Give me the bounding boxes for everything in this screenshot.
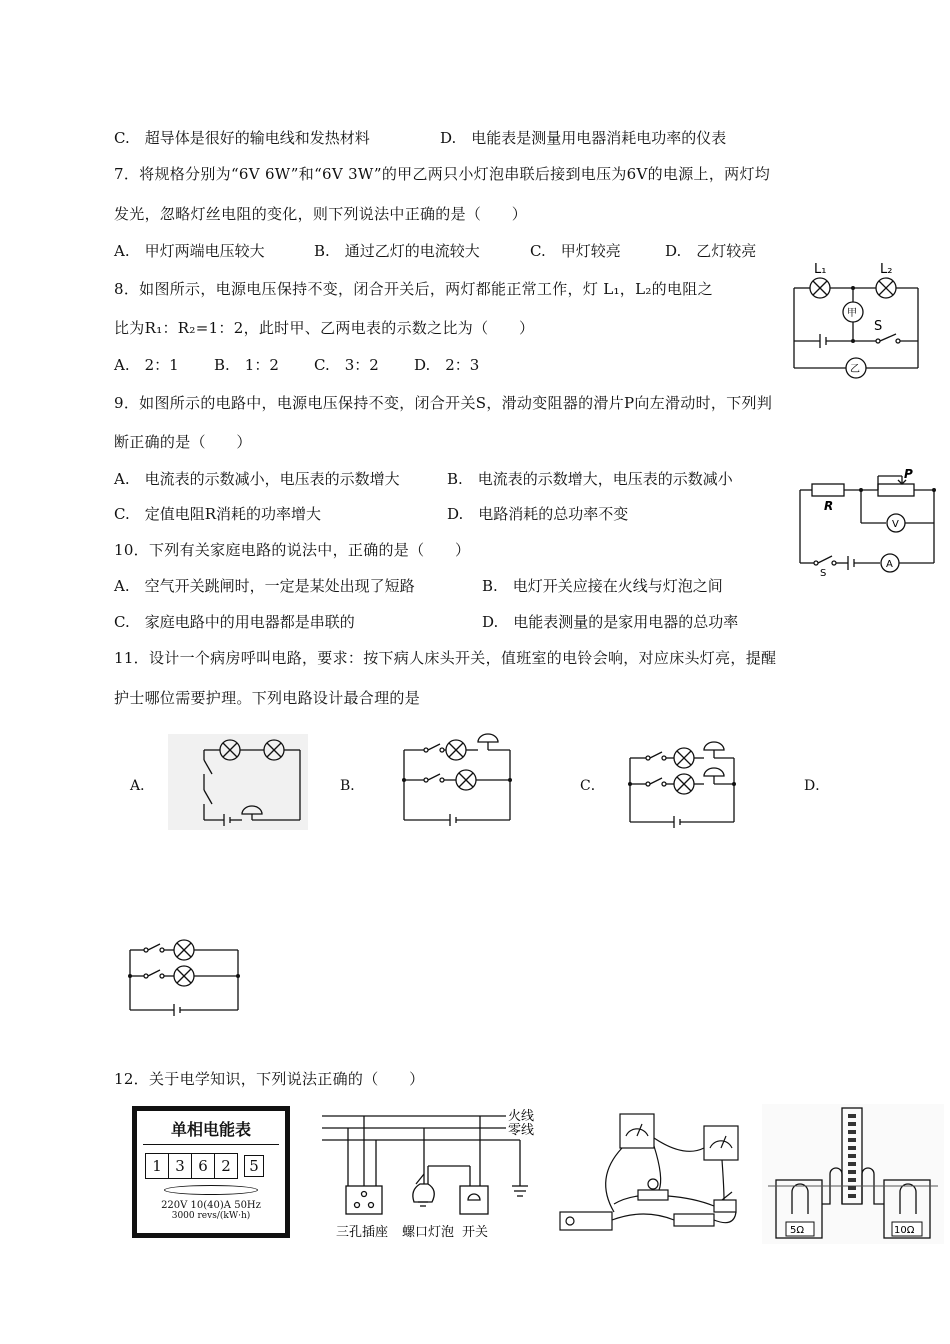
wiring-label-neutral: 零线 — [508, 1123, 535, 1138]
q9-stem-line2: 断正确的是（ ） — [114, 433, 252, 451]
q11-label-b: B． — [340, 778, 365, 794]
q10-option-d: D. 电能表测量的是家用电器的总功率 — [482, 613, 739, 631]
q8-label-l2: L₂ — [880, 262, 893, 277]
meter-digit: 3 — [169, 1153, 192, 1179]
q9-option-b: B. 电流表的示数增大，电压表的示数减小 — [447, 470, 733, 488]
q11-stem-line1: 11．设计一个病房呼叫电路，要求：按下病人床头开关，值班室的电铃会响，对应床头灯亮，提醒 — [114, 649, 777, 667]
wiring-label-bulb: 螺口灯泡 — [402, 1225, 455, 1240]
q10-option-c: C. 家庭电路中的用电器都是串联的 — [114, 613, 355, 631]
q9-label-switch: S — [820, 568, 827, 578]
q7-stem-line1: 7．将规格分别为“6V 6W”和“6V 3W”的甲乙两只小灯泡串联后接到电压为6V的电源上，两灯均 — [114, 165, 771, 183]
q8-label-l1: L₁ — [814, 262, 827, 277]
meter-spec-line1: 220V 10(40)A 50Hz — [161, 1200, 261, 1211]
q8-circuit-diagram — [788, 258, 928, 383]
q9-stem-line1: 9．如图所示的电路中，电源电压保持不变，闭合开关S，滑动变阻器的滑片P向左滑动时，下列判 — [114, 394, 773, 412]
q11-label-c: C． — [580, 778, 605, 794]
q9-meter-a: A — [886, 559, 893, 570]
q8-stem-line2: 比为R₁：R₂=1：2，此时甲、乙两电表的示数之比为（ ） — [114, 319, 535, 337]
wiring-label-socket: 三孔插座 — [336, 1225, 389, 1240]
q9-label-p: P — [904, 468, 913, 481]
meter-digits — [145, 1153, 285, 1179]
q7-stem-line2: 发光，忽略灯丝电阻的变化，则下列说法中正确的是（ ） — [114, 205, 528, 223]
q10-option-b: B. 电灯开关应接在火线与灯泡之间 — [482, 577, 723, 595]
q9-option-a: A. 电流表的示数减小，电压表的示数增大 — [114, 470, 400, 488]
q8-meter-yi: 乙 — [850, 364, 860, 375]
meter-digit: 2 — [215, 1153, 238, 1179]
q12-stem: 12．关于电学知识，下列说法正确的（ ） — [114, 1070, 425, 1088]
q12-joule-heating-apparatus — [762, 1104, 944, 1244]
q12-household-wiring — [320, 1106, 542, 1244]
q11-label-d: D． — [804, 778, 830, 794]
meter-digit-decimal: 5 — [244, 1155, 264, 1177]
q11-circuit-d — [124, 936, 244, 1020]
q11-circuit-c — [624, 734, 742, 830]
q12-experiment-apparatus — [554, 1108, 750, 1242]
q9-option-c: C. 定值电阻R消耗的功率增大 — [114, 505, 322, 523]
q9-option-d: D. 电路消耗的总功率不变 — [447, 505, 629, 523]
q7-option-a: A. 甲灯两端电压较大 — [114, 242, 265, 260]
q11-label-a: A． — [130, 778, 155, 794]
q8-meter-jia: 甲 — [847, 308, 857, 319]
q8-option-b: B. 1：2 — [214, 356, 279, 374]
q7-option-d: D. 乙灯较亮 — [665, 242, 757, 260]
q11-stem-line2: 护士哪位需要护理。下列电路设计最合理的是 — [114, 689, 421, 707]
q6-option-c: C. 超导体是很好的输电线和发热材料 — [114, 129, 370, 147]
q7-option-c: C. 甲灯较亮 — [530, 242, 621, 260]
q8-label-switch: S — [874, 319, 883, 334]
meter-disc — [164, 1185, 258, 1195]
q8-option-c: C. 3：2 — [314, 356, 379, 374]
heater-label-r1: 5Ω — [790, 1225, 805, 1236]
meter-spec-line2: 3000 revs/(kW·h) — [171, 1211, 251, 1221]
q10-stem: 10．下列有关家庭电路的说法中，正确的是（ ） — [114, 541, 471, 559]
q9-meter-v: V — [892, 519, 899, 530]
q6-option-d: D. 电能表是测量用电器消耗电功率的仪表 — [440, 129, 727, 147]
heater-label-r2: 10Ω — [894, 1225, 915, 1236]
q9-circuit-diagram — [796, 468, 941, 578]
q12-energy-meter — [132, 1106, 290, 1238]
wiring-label-switch: 开关 — [462, 1225, 489, 1240]
q11-circuit-b — [398, 730, 518, 828]
wiring-label-live: 火线 — [508, 1109, 535, 1124]
q10-option-a: A. 空气开关跳闸时，一定是某处出现了短路 — [114, 577, 415, 595]
q11-circuit-a — [168, 734, 308, 830]
meter-title: 单相电能表 — [143, 1111, 279, 1145]
q8-stem-line1: 8．如图所示，电源电压保持不变，闭合开关后，两灯都能正常工作，灯 L₁，L₂的电阻之 — [114, 280, 713, 298]
meter-digit: 1 — [145, 1153, 169, 1179]
meter-digit: 6 — [192, 1153, 215, 1179]
q7-option-b: B. 通过乙灯的电流较大 — [314, 242, 480, 260]
q9-label-r: R — [824, 499, 834, 513]
q8-option-d: D. 2：3 — [414, 356, 480, 374]
q8-option-a: A. 2：1 — [114, 356, 179, 374]
